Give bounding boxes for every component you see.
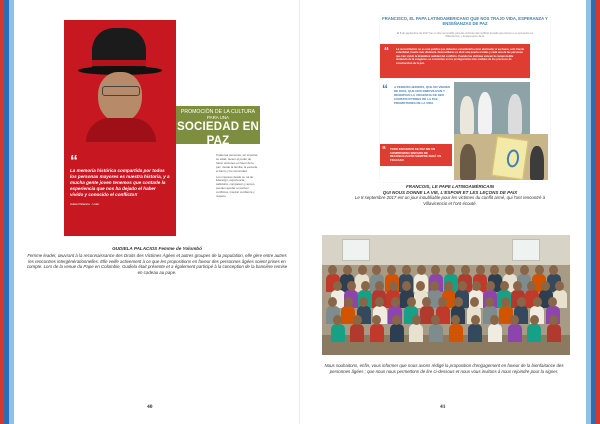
portrait-photo [64, 20, 176, 236]
person-head [510, 315, 519, 325]
person-head [333, 281, 342, 291]
brochure-red-quote: La reconciliación no es una palabra que debemos considerarla como abstracta; si así fuera, solo traería esterilidad, traería más distancia. Reconciliarse es abrir una puerta a todas y cada una de las personas que han vivido la dramática realidad del conflicto. Cuando las víctimas vencen la comprensible tentación de la venganza, se convierten en los protagonistas más creíbles de los procesos de construcción de la paz. [396, 48, 525, 65]
person-head [446, 265, 455, 275]
quote-mark-icon: “ [384, 46, 389, 57]
quote-mark-icon: “ [382, 82, 388, 96]
person-figure [460, 96, 474, 134]
person-head [328, 297, 337, 307]
person-head [417, 265, 426, 275]
person-body [409, 324, 423, 342]
poster-title-line1: PROMOCIÓN DE LA CULTURA [180, 109, 256, 115]
person-head [451, 315, 460, 325]
person-head [389, 281, 398, 291]
caption-name: GUDIELA PALACIOS Femme de Yolombó [112, 246, 202, 251]
person-head [391, 297, 400, 307]
person-head [412, 315, 421, 325]
person-body [488, 324, 502, 342]
person-body [468, 324, 482, 342]
person-head [353, 315, 362, 325]
person-body [508, 324, 522, 342]
poster-title-line3: SOCIEDAD EN PAZ [176, 121, 260, 147]
person-head [361, 281, 370, 291]
brochure-red-panel-2 [380, 144, 452, 166]
person-head [392, 315, 401, 325]
person-head [375, 281, 384, 291]
person-head [471, 315, 480, 325]
caption-right [350, 184, 550, 206]
banner-figure [491, 136, 528, 180]
group-photo [322, 235, 570, 355]
caption-bottom: Nous souhaitons, enfin, vous informer que nous avons rédigé la proposition d'engagement en faveur de la bienfaitance des personnes âgées ; que nous nous permettons de lire ci-dessous et nous vous invitons à nous rejoindre pour la signer. [324, 363, 564, 374]
caption-body: Le 8 septembre 2017 est un jour inoubliable pour les victimes du conflit armé, qui l'ont rencontré à Villavicencio et l'ont écouté. [354, 195, 546, 206]
person-head [520, 265, 529, 275]
person-head [501, 297, 510, 307]
person-figure [508, 94, 522, 134]
photo-window [512, 239, 540, 261]
poster-side-paragraph-2: Los mayores desde su rol de liderazgo, experiencia, sabiduría, compasión y apoyo, pueden ayudar a resolver conflictos, inspirar confianza y respeto. [216, 174, 256, 199]
photo-window [342, 239, 370, 261]
person-head [333, 315, 342, 325]
caption-heading-2: QUI NOUS DONNE LA VIE, L'ESPOIR ET LES LEÇONS DE PAIX [382, 189, 518, 195]
page-number-right: 41 [440, 404, 446, 410]
person-head [402, 265, 411, 275]
person-head [328, 265, 337, 275]
person-figure [530, 146, 544, 180]
page-left [14, 0, 300, 424]
person-head [407, 297, 416, 307]
person-body [547, 324, 561, 342]
collar [86, 118, 156, 142]
person-body [449, 324, 463, 342]
quote-mark-icon: “ [382, 145, 386, 154]
brochure-date-text: El 8 de septiembre de 2017 fue un día memorable para las víctimas del conflicto armado que fueron a su encuentro en Villavicencio, y desayunaron de él. [396, 32, 534, 39]
brochure-photo-banner [454, 134, 548, 180]
poster-quote-text: La memoria histórica compartida por todos los personas mayores es nuestra historia, y a mucha gente joven tenemos que contarle la experiencia que nos ha dejado el haber vivido y conocido el conflicto!! [70, 168, 170, 197]
glasses [102, 86, 140, 96]
person-head [470, 297, 479, 307]
person-head [533, 297, 542, 307]
book-spread [14, 0, 586, 424]
person-head [347, 281, 356, 291]
poster-image [64, 20, 260, 236]
person-head [344, 297, 353, 307]
brochure-photo-group [454, 82, 530, 134]
brochure-blue-quote: A PERDÓN HERIDOS, QUE NO VIENEN DE DIOS, QUE NOS INMOVILIZAN Y RESERVAN LA URGENCIA DE SER CONSTRUCTORES DE LA PAZ, PROMOTORES DE LA VIDA [394, 85, 450, 105]
person-head [505, 265, 514, 275]
person-figure [478, 92, 492, 134]
brochure-title: FRANCISCO, EL PAPA LATINOAMERICANO QUE NOS TRAJO VIDA, ESPERANZA Y ENSEÑANZAS DE PAZ [382, 16, 548, 27]
person-body [370, 324, 384, 342]
person-head [358, 265, 367, 275]
person-head [476, 265, 485, 275]
person-body [390, 324, 404, 342]
person-body [527, 324, 541, 342]
person-head [517, 297, 526, 307]
person-head [535, 265, 544, 275]
banner-symbol [506, 149, 520, 168]
poster-quote [70, 153, 170, 207]
poster-side-paragraph-1: Todas las personas, sin importar su edad, tienen el poder de hacer acciones en favor de la paz, desde la familia, la escuela, el barrio y la comunidad. [216, 153, 258, 173]
person-head [458, 281, 467, 291]
brochure-red-quote-2: TODO ESFUERZO DE PAZ SIN UN COMPROMISO SINCERO DE RECONCILIACIÓN SIEMPRE SERÁ UN FRACASO [390, 147, 442, 162]
page-number-left: 40 [147, 404, 153, 410]
person-head [444, 281, 453, 291]
page-right [300, 0, 586, 424]
face [98, 72, 142, 122]
right-edge-stripe-red [596, 0, 600, 424]
person-head [454, 297, 463, 307]
poster-quote-signature: Adela Palacios · Líder [70, 202, 100, 206]
person-body [429, 324, 443, 342]
person-body [350, 324, 364, 342]
person-head [472, 281, 481, 291]
person-head [387, 265, 396, 275]
caption-heading-1: FRANCOIS, LE PAPE LATINOAMÉRICAIN [405, 184, 495, 189]
person-figure [460, 144, 476, 180]
person-body [331, 324, 345, 342]
person-head [461, 265, 470, 275]
person-head [530, 315, 539, 325]
quote-mark-icon: “ [70, 153, 78, 170]
poster-title-box [176, 106, 260, 147]
caption-body: Femme leader, œuvrant à la reconnaissance des Droits des Victimes Âgées et autres groupes de la population, elle gère entre autres les rencontres intergénérationnelles. Elle veille activement à ce que les propositions en faveur des personnes âgées soient prises en compte. Lors de la venue du Pape en Colombie, Gudiela était présente et a également participé à la conception de la bannière remise en cadeau au pape. [26, 253, 288, 276]
brochure-image [380, 16, 550, 182]
caption-left [24, 246, 290, 276]
person-head [486, 281, 495, 291]
poster-side-text [216, 154, 258, 201]
person-head [500, 281, 509, 291]
brochure-red-panel [380, 44, 530, 78]
poster-title-line2: PARA UNA [207, 115, 229, 120]
person-head [343, 265, 352, 275]
